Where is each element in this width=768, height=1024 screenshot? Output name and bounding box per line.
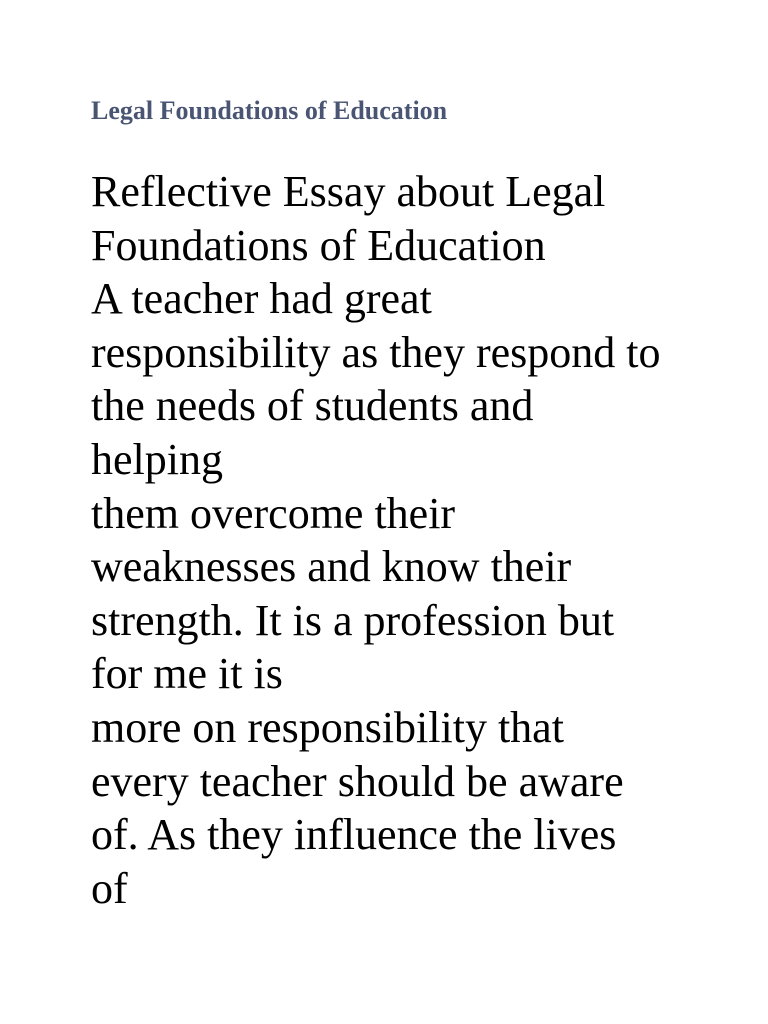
body-line: weaknesses and know their	[91, 542, 572, 592]
body-line: for me it is	[91, 649, 283, 699]
body-line: A teacher had great	[91, 274, 432, 324]
body-line: of	[91, 863, 128, 913]
body-line: Reflective Essay about Legal	[91, 167, 606, 216]
document-body	[91, 165, 731, 915]
body-line: of. As they influence the lives	[91, 810, 617, 860]
document-title: Legal Foundations of Education	[91, 96, 448, 125]
body-line: strength. It is a profession but	[91, 595, 615, 645]
body-line: them overcome their	[91, 488, 456, 538]
body-line: Foundations of Education	[91, 220, 546, 270]
body-line: every teacher should be aware	[91, 756, 624, 806]
body-line: the needs of students and	[91, 381, 534, 431]
body-line: helping	[91, 434, 223, 484]
body-line: more on responsibility that	[91, 702, 564, 752]
body-line: responsibility as they respond to	[91, 327, 661, 377]
